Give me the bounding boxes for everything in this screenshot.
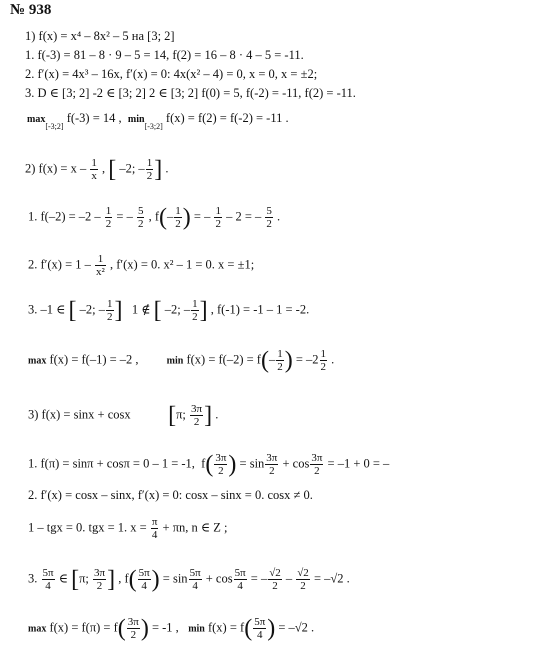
part1-step1: 1. f(-3) = 81 – 8 · 9 – 5 = 14, f(2) = 16 – 8 · 4 – 5 = -11. [25, 48, 304, 62]
part3-header: 3) f(x) = sinx + cosx [π; $\frac{3\pi}{2}$ ] . [28, 402, 219, 429]
part1-step3: 3. D ∈ [3; 2] -2 ∈ [3; 2] 2 ∈ [3; 2] f(0) = 5, f(-2) = -11, f(2) = -11. [25, 86, 356, 100]
part3-min-rest: = –√2 . [278, 620, 315, 635]
problem-number: № 938 [10, 2, 52, 18]
part2-step3-text: 3. –1 ∈ [28, 302, 66, 317]
part2-step3: 3. –1 ∈ [ –2; – $\frac{1}{2}$ ] 1 ∉ [ –2; – $\frac{1}{2}$ ] , f(-1) = -1 – 1 = -2. [28, 297, 310, 324]
part2-header-text: 2) f(x) = x – [25, 161, 87, 176]
fraction: $\frac{1}{2}$ [146, 157, 153, 182]
part2-step2-rest: , f′(x) = 0. x² – 1 = 0. x = ±1; [109, 257, 255, 272]
fraction: $\frac{1}{x}$ [91, 157, 97, 182]
part2-step2: 2. f′(x) = 1 – $\frac{1}{\text{x²}}$ , f′(x) = 0. x² – 1 = 0. x = ±1; [28, 253, 255, 278]
min-operator: min [188, 623, 205, 635]
part3-header-text: 3) f(x) = sinx + cosx [28, 407, 131, 422]
part3-step1-rest: = –1 + 0 = – [327, 456, 390, 471]
part1-step2: 2. f′(x) = 4x³ – 16x, f′(x) = 0: 4x(x² – 4) = 0, x = 0, x = ±2; [25, 67, 318, 81]
part3-step3-text: 3. [28, 571, 38, 586]
part3-step1-text: 1. f(π) = sinπ + cosπ = 0 – 1 = -1, [28, 456, 195, 471]
part1-header: 1) f(x) = x⁴ – 8x² – 5 на [3; 2] [25, 29, 175, 43]
part2-header: 2) f(x) = x – $\frac{1}{x}$ , [ –2; – $\frac{1}{2}$ ] . [25, 156, 169, 183]
part2-step3-notin: 1 ∉ [131, 302, 151, 317]
part3-step2b-rest: + πn, n ∈ Z ; [162, 520, 228, 535]
part1-max-line [27, 111, 289, 134]
part3-step2: 2. f′(x) = cosx – sinx, f′(x) = 0: cosx – sinx = 0. cosx ≠ 0. [28, 488, 313, 502]
part3-step2b: 1 – tgx = 0. tgx = 1. x = $\frac{\pi}{4}$ + πn, n ∈ Z ; [28, 516, 228, 541]
part2-step1: 1. f(–2) = –2 – $\frac{1}{2}$ = – $\frac{5}{2}$ , f(– $\frac{1}{2}$ ) = – $\frac{1}{2}$ – 2 = – $\frac{5}{2}$ . [28, 204, 281, 231]
part1-min-text: f(x) = f(2) = f(-2) = -11 . [165, 111, 289, 125]
part3-step1: 1. f(π) = sinπ + cosπ = 0 – 1 = -1, f( $\frac{3\pi}{2}$ ) = sin $\frac{3\pi}{2}$ + cos $\frac{3\pi}{2}$ = –1 + 0 = – [28, 451, 390, 478]
max-interval: [-3;2] [45, 122, 64, 131]
part2-step1-text: 1. f(–2) = –2 – [28, 209, 101, 224]
part2-step3-rest: , f(-1) = -1 – 1 = -2. [210, 302, 310, 317]
part3-step2b-text: 1 – tgx = 0. tgx = 1. x = [28, 520, 147, 535]
max-operator: max [28, 355, 47, 367]
part3-max-rest: = -1 , [151, 620, 179, 635]
part2-step2-text: 2. f′(x) = 1 – [28, 257, 91, 272]
part3-max-text: f(x) = f(π) = f [49, 620, 118, 635]
part3-min-text: f(x) = f [207, 620, 245, 635]
part3-step3-rest: = –√2 . [313, 571, 350, 586]
part2-min-text: f(x) = f(–2) = f [186, 352, 261, 367]
max-operator: max [27, 114, 46, 125]
part2-max-text: f(x) = f(–1) = –2 , [49, 352, 139, 367]
min-operator: min [127, 114, 145, 125]
min-operator: min [166, 355, 184, 367]
min-interval: [-3;2] [144, 122, 163, 131]
max-operator: max [28, 623, 47, 635]
part3-max-min: max f(x) = f(π) = f( $\frac{3\pi}{2}$ ) = -1 , min f(x) = f( $\frac{5\pi}{4}$ ) = –√2 . [28, 615, 315, 642]
part2-max-min: max f(x) = f(–1) = –2 , min f(x) = f(–2) = f(– $\frac{1}{2}$ ) = –2 $\frac{1}{2}$ . [28, 347, 335, 374]
part3-step3: 3. $\frac{5\pi}{4}$ ∈ [π; $\frac{3\pi}{2}$ ] , f( $\frac{5\pi}{4}$ ) = sin $\frac{5\pi}{4}$ + cos $\frac{5\pi}{4}$ = – $\frac{√2}{2}$ – $\frac{√2}{2}$ = –√2 . [28, 566, 350, 593]
part1-max-text: f(-3) = 14 , [66, 111, 122, 125]
